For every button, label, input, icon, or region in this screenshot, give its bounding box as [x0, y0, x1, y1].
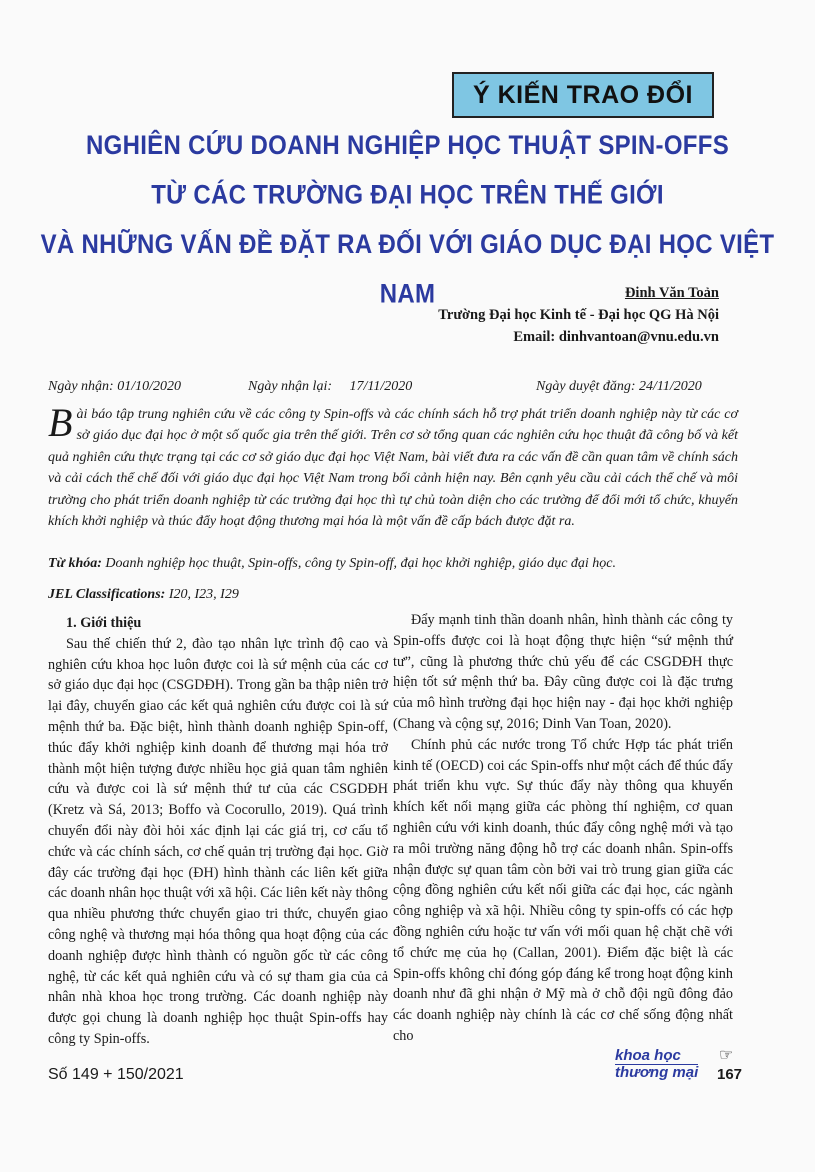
- jel-classifications: [48, 585, 748, 605]
- body-left-column: [48, 613, 388, 1050]
- title-line-3: VÀ NHỮNG VẤN ĐỀ ĐẶT RA ĐỐI VỚI GIÁO DỤC ĐẠI HỌC VIỆT NAM: [40, 229, 775, 310]
- abstract-dropcap: B: [48, 400, 73, 445]
- title-line-1: NGHIÊN CỨU DOANH NGHIỆP HỌC THUẬT SPIN-OFFS: [85, 130, 730, 161]
- author-name: Đinh Văn Toản: [624, 285, 719, 301]
- abstract: [48, 400, 738, 532]
- title-line-2: TỪ CÁC TRƯỜNG ĐẠI HỌC TRÊN THẾ GIỚI: [151, 180, 664, 211]
- author-email: Email: dinhvantoan@vnu.edu.vn: [513, 329, 719, 345]
- revised-date: Ngày nhận lại: 17/11/2020: [248, 379, 413, 394]
- keywords-label: Từ khóa:: [48, 556, 102, 571]
- section-heading: 1. Giới thiệu: [66, 615, 142, 631]
- accepted-date: Ngày duyệt đăng: 24/11/2020: [536, 379, 702, 394]
- journal-name-line-1: khoa học: [615, 1048, 698, 1065]
- page-number: 167: [717, 1066, 743, 1083]
- pointing-hand-icon: ☞: [719, 1047, 734, 1064]
- paragraph: Sau thế chiến thứ 2, đào tạo nhân lực trình độ cao và nghiên cứu khoa học luôn được coi là sứ mệnh của các cơ sở giáo dục đại học (CSGDĐH). Trong gần ba thập niên trở lại đây, chuyển giao các kết quả nghiên cứu được coi là sứ mệnh thứ ba. Đặc biệt, hình thành doanh nghiệp Spin-off, thúc đẩy khởi nghiệp kinh doanh để thương mại hóa trở thành một hiện tượng được nhiều học giả quan tâm nghiên cứu và được coi là sứ mệnh thứ tư của các CSGDĐH (Kretz và Sá, 2013; Boffo và Cocorullo, 2019). Quá trình chuyển đổi này đòi hỏi xác định lại các giá trị, cơ cấu tổ chức và các chính sách, cơ chế quản trị trường đại học. Giờ đây các trường đại học (ĐH) hình thành các liên kết giữa các doanh nhân học thuật với xã hội. Các liên kết này thông qua nhiều phương thức chuyển giao tri thức, chuyển giao công nghệ và thương mại hóa thông qua hoạt động của các doanh nghiệp được hình thành có nguồn gốc từ các công nghệ, từ các kết quả nghiên cứu và có sự tham gia của cả nhân nhà khoa học trong trường. Các doanh nghiệp này được gọi chung là doanh nghiệp học thuật Spin-offs hay công ty Spin-offs.: [48, 635, 388, 1047]
- section-tag: Ý KIẾN TRAO ĐỔI: [452, 72, 714, 118]
- abstract-text: ài báo tập trung nghiên cứu về các công ty Spin-offs và các chính sách hỗ trợ phát triển doanh nghiệp này từ các cơ sở giáo dục đại học ở một số quốc gia trên thế giới. Trên cơ sở tổng quan các nghiên cứu học thuật đã công bố và kết quả nghiên cứu thực trạng tại các cơ sở giáo dục đại học Việt Nam, bài viết đưa ra các vấn đề cần quan tâm về chính sách và cải cách thể chế đối với giáo dục đại học Việt Nam trong bối cảnh hiện nay. Bên cạnh yêu cầu cải cách thể chế và môi trường cho phát triển doanh nghiệp từ các trường đại học thì tự chủ toàn diện cho các trường để đổi mới tổ chức, khuyến khích khởi nghiệp và thúc đẩy hoạt động thương mại hóa là một vấn đề cấp bách được đặt ra.: [48, 407, 738, 530]
- jel-label: JEL Classifications:: [48, 587, 166, 602]
- dates-row: [48, 379, 748, 399]
- keywords: [48, 554, 748, 574]
- journal-logo: [615, 1048, 698, 1081]
- issue-number: Số 149 + 150/2021: [48, 1066, 184, 1083]
- author-block: [438, 282, 719, 348]
- received-date: Ngày nhận: 01/10/2020: [48, 379, 181, 394]
- keywords-text: Doanh nghiệp học thuật, Spin-offs, công ty Spin-off, đại học khởi nghiệp, giáo dục đại học.: [101, 556, 617, 571]
- author-affiliation: Trường Đại học Kinh tế - Đại học QG Hà Nội: [438, 307, 719, 323]
- paragraph: Đẩy mạnh tinh thần doanh nhân, hình thành các công ty Spin-offs được coi là hoạt động thực hiện “sứ mệnh thứ tư”, cũng là phương thức chủ yếu để các CSGDĐH thực hiện tốt sứ mệnh thứ ba. Đây cũng được coi là đặc trưng của mô hình trường đại học hiện nay - đại học khởi nghiệp (Chang và cộng sự, 2016; Dinh Van Toan, 2020).: [393, 612, 733, 732]
- journal-name-line-2: thương mại: [615, 1064, 699, 1081]
- jel-text: I20, I23, I29: [165, 587, 239, 602]
- body-right-column: [393, 610, 733, 1047]
- paragraph: Chính phủ các nước trong Tổ chức Hợp tác phát triển kinh tế (OECD) coi các Spin-offs như một cách để thúc đẩy phát triển khu vực. Sự thúc đẩy này thông qua khuyến khích kết nối mạng giữa các phòng thí nghiệm, cơ quan nghiên cứu với kinh doanh, thúc đẩy công nghệ mới và tạo ra môi trường năng động hỗ trợ các doanh nhân. Spin-offs nhận được sự quan tâm còn bởi vai trò trung gian giữa các cộng đồng nghiên cứu kết nối giữa các đại học, các ngành công nghiệp và xã hội. Nhiều công ty spin-offs có các hợp đồng nghiên cứu hoặc tư vấn với mối quan hệ chặt chẽ với tổ chức mẹ của họ (Callan, 2001). Điểm đặc biệt là các Spin-offs không chỉ đóng góp đáng kể trong hoạt động kinh doanh như đã ghi nhận ở Mỹ mà ở chỗ đội ngũ đông đảo các doanh nghiệp này chính là các cơ chế sống động nhất cho: [393, 736, 733, 1044]
